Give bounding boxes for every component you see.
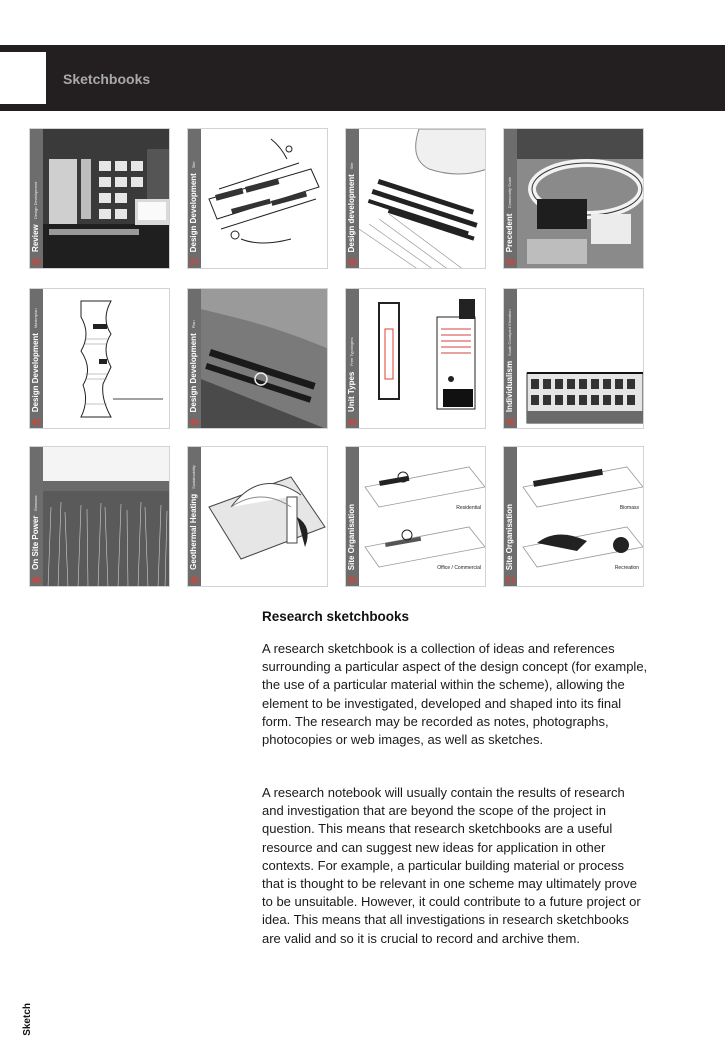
thumbnail-label: Precedent Community Scale [505,176,514,252]
article-paragraph: A research sketchbook is a collection of ideas and references surrounding a particular aspect of the design concept (for example, the use of a particular material within the scheme), allowing the element to be investigated, developed and shaped into its final form. The research may be recorded as notes, photographs, photocopies or web images, as well as sketches. [262,641,648,748]
thumbnail-design-development-site [187,128,328,269]
thumbnail-label: Geothermal Heating Sustainability [189,465,198,570]
office-label: Office / Commercial [437,565,481,571]
thumbnail-site-organisation-2 [503,446,644,587]
thumbnail-label: Individualism South Courtyard Elevation [505,308,514,412]
header-marker [0,52,46,104]
thumbnail-on-site-power [29,446,170,587]
plan-aerial [201,289,328,429]
thumbnail-design-development-site-2 [345,128,486,269]
side-running-label: Sketch [22,1003,33,1036]
page-number: 55 [32,258,41,267]
thumbnail-label: Site Organisation [347,503,356,570]
page-number: 45 [506,418,515,427]
biomass-label: Biomass [619,505,639,511]
page-number: 42 [32,418,41,427]
page-number: 43 [190,418,199,427]
section-title: Sketchbooks [63,71,151,87]
thumbnail-label: Review Design Development [31,182,40,252]
page-number: 50 [348,576,357,585]
article-paragraph: A research notebook will usually contain the results of research and investigation that are beyond the scope of the project in question. This means that research sketchbooks are a useful resource and can suggest new ideas for application in other contexts. For example, a particular building material or process that is thought to be relevant in one scheme may ultimately prove to be unsuitable. However, it could contribute to a future project or idea. This means that all investigations in research sketchbooks are valid and so it is crucial to record and archive them. [262,785,641,946]
thumbnail-precedent [503,128,644,269]
thumbnail-label: Design development Site [347,161,356,252]
unit-section [359,289,486,429]
thumbnail-label: Design Development Plan [189,319,198,412]
field-photo [43,447,170,587]
page-number: 58 [348,258,357,267]
site-perspective [359,129,486,269]
residential-label: Residential [456,505,481,511]
review-photo [43,129,170,269]
masterplan-elevation [43,289,170,429]
site-organisation-diagram [517,447,644,587]
sketchbook-grid [29,128,645,588]
article-heading: Research sketchbooks [262,609,410,624]
thumbnail-site-organisation-1 [345,446,486,587]
thumbnail-design-development-masterplan [29,288,170,429]
page-number: 48 [32,576,41,585]
page-number: 59 [506,258,515,267]
recreation-label: Recreation [614,565,639,571]
site-sketch [201,129,328,269]
courtyard-elevation [517,289,644,429]
thumbnail-design-development-plan [187,288,328,429]
site-organisation-diagram [359,447,486,587]
thumbnail-label: Site Organisation [505,503,514,570]
page-number: 44 [348,418,357,427]
page-number: 57 [190,258,199,267]
thumbnail-individualism [503,288,644,429]
thumbnail-label: Design Development Masterplan [31,307,40,412]
page-number: 49 [190,576,199,585]
precedent-model [517,129,644,269]
thumbnail-label: On Site Power Biomass [31,495,40,570]
thumbnail-label: Unit Types Free Typologies [347,338,356,412]
thumbnail-geothermal-heating [187,446,328,587]
thumbnail-label: Design Development Site [189,160,198,252]
page-number: 51 [506,576,515,585]
thumbnail-review [29,128,170,269]
geothermal-diagram [201,447,328,587]
thumbnail-unit-types [345,288,486,429]
